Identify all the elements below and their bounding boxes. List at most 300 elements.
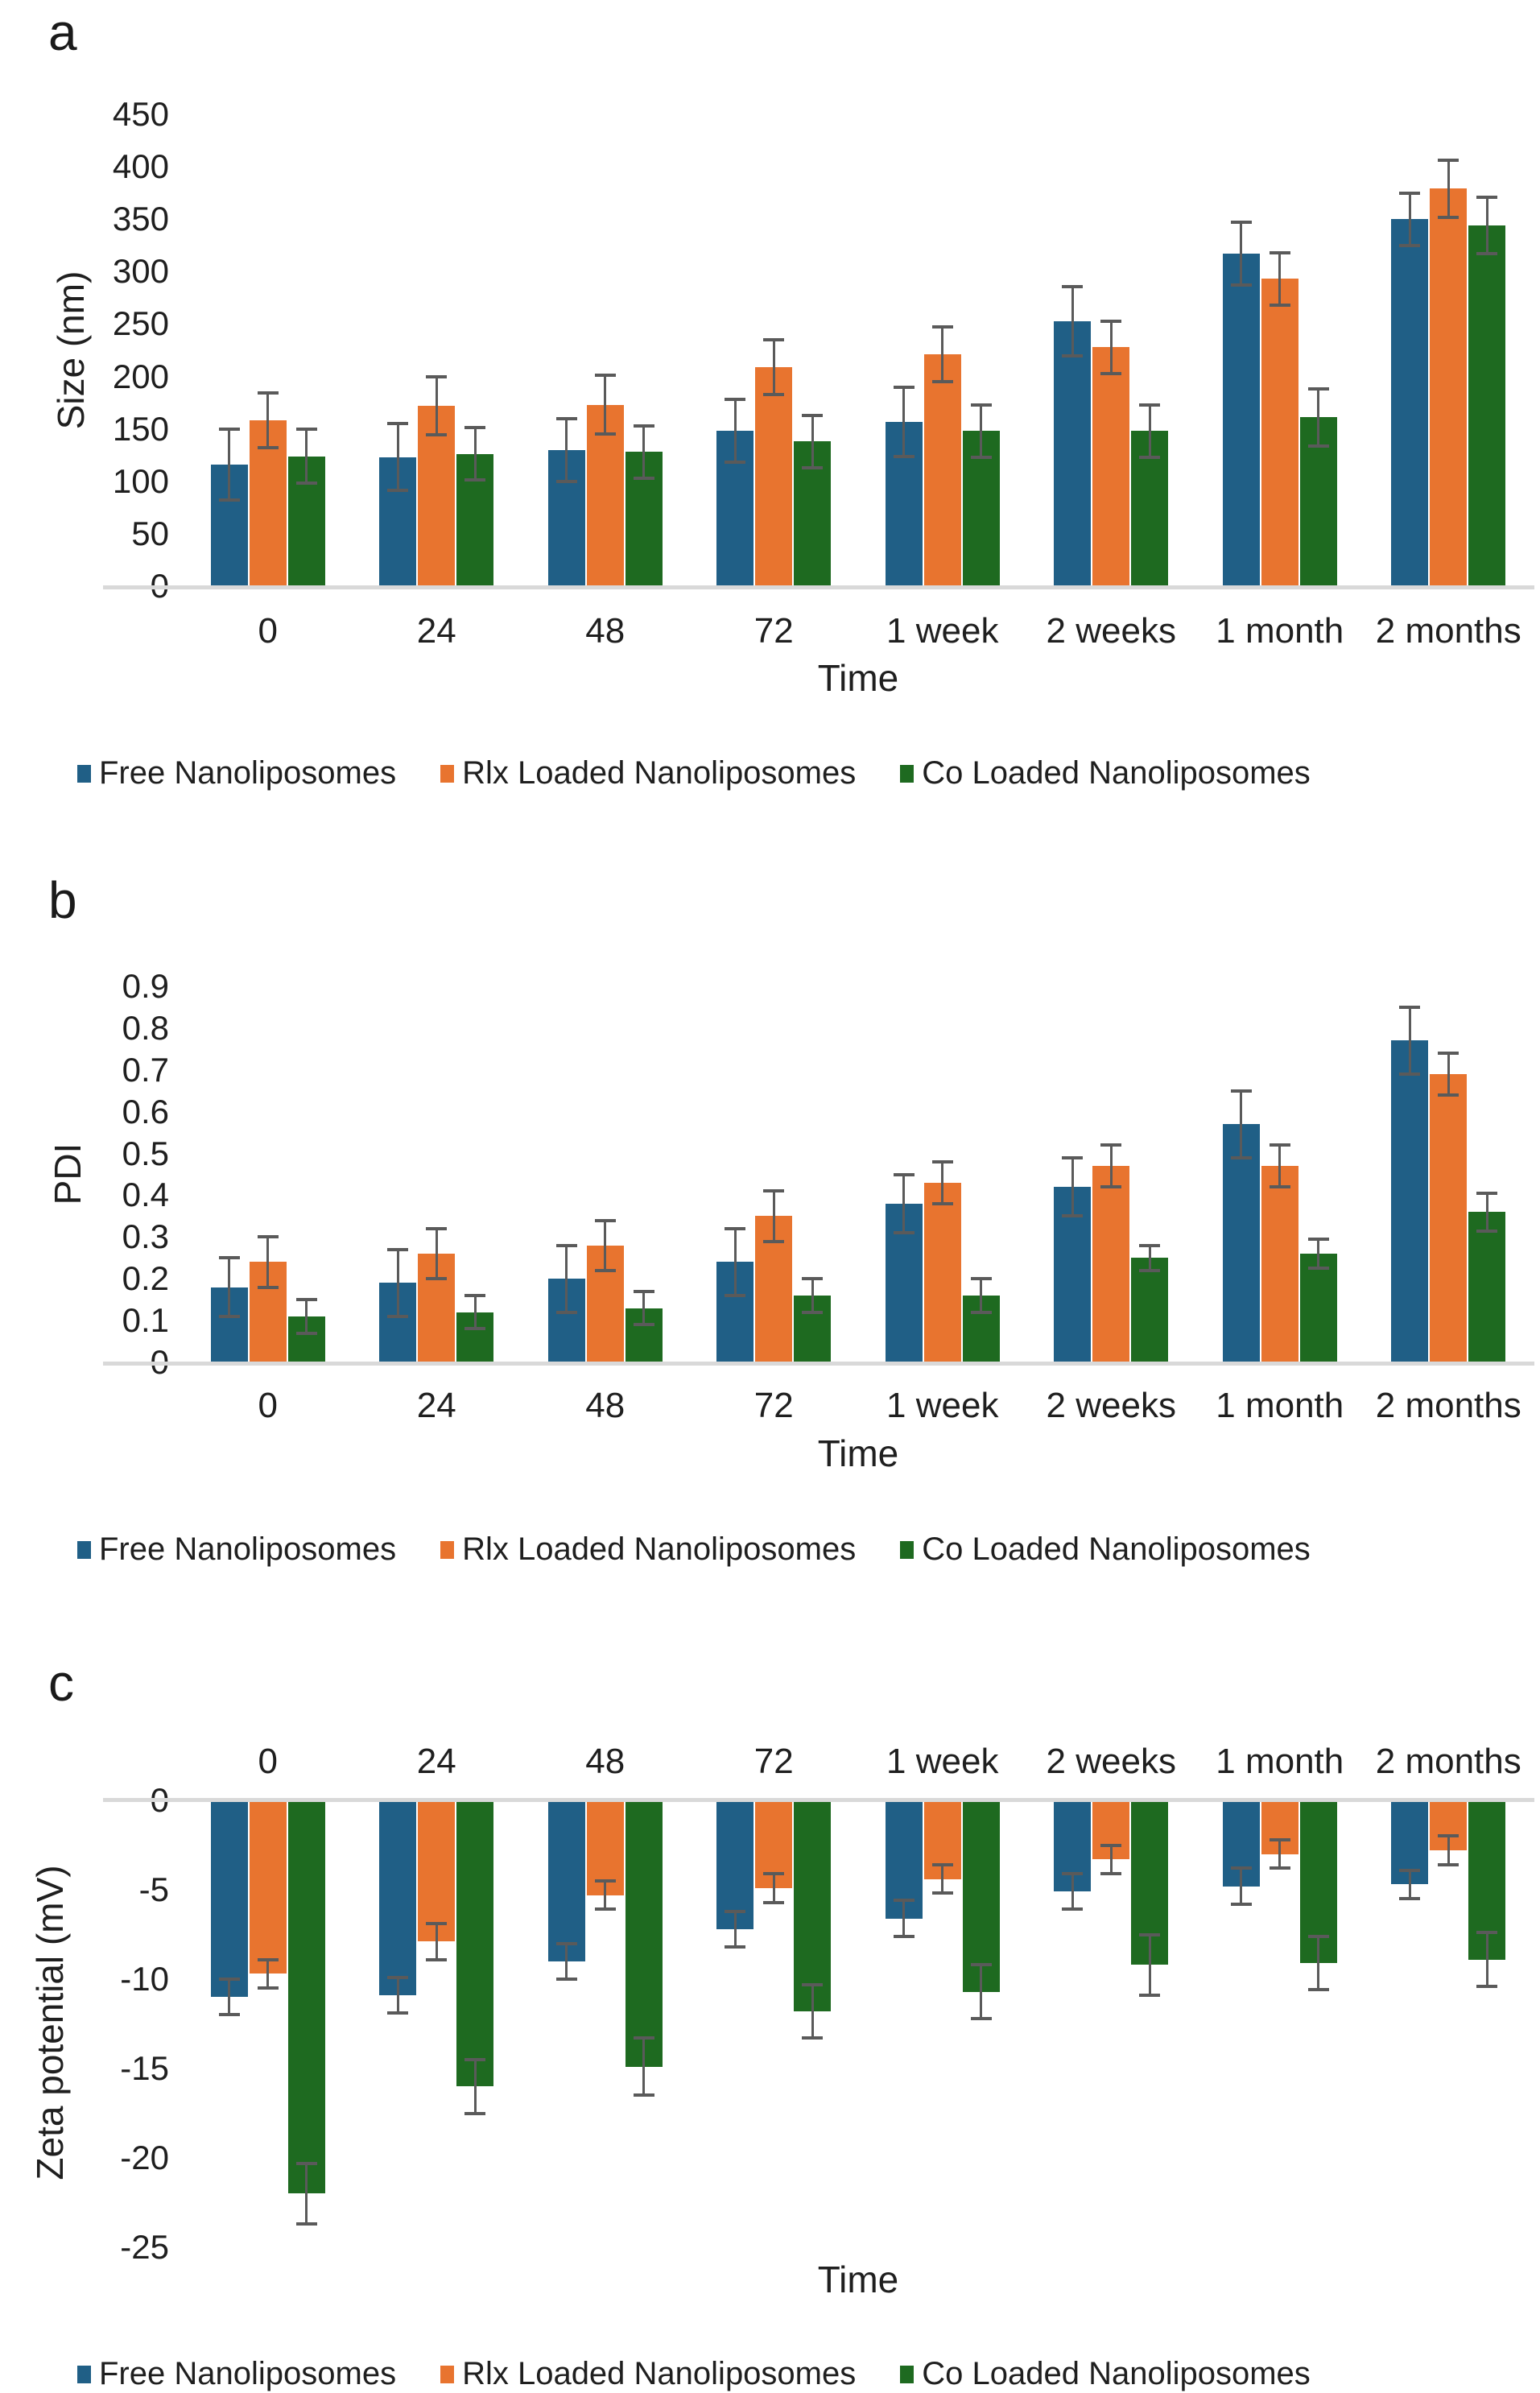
error-bar-cap xyxy=(296,481,317,485)
error-bar-cap xyxy=(219,1256,240,1259)
error-bar xyxy=(1486,1932,1488,1986)
error-bar-cap xyxy=(932,1202,953,1205)
error-bar-cap xyxy=(634,1323,654,1326)
y-tick-label: 450 xyxy=(112,95,169,133)
error-bar xyxy=(642,1292,645,1325)
error-bar xyxy=(397,424,399,490)
error-bar xyxy=(604,1881,606,1910)
error-bar-cap xyxy=(1231,221,1252,224)
error-bar-cap xyxy=(1062,1214,1083,1217)
error-bar xyxy=(980,1965,982,2019)
error-bar xyxy=(266,1960,269,1989)
error-bar-cap xyxy=(1438,1834,1459,1837)
error-bar-cap xyxy=(1100,320,1121,323)
bar xyxy=(794,1800,831,2011)
error-bar-cap xyxy=(1100,1143,1121,1147)
error-bar xyxy=(941,1162,943,1204)
error-bar-cap xyxy=(1308,444,1329,448)
error-bar-cap xyxy=(426,1922,447,1925)
y-tick-label: 0.9 xyxy=(122,967,169,1005)
x-tick-label: 2 months xyxy=(1375,611,1521,651)
error-bar-cap xyxy=(1062,354,1083,358)
x-tick-label: 72 xyxy=(753,1742,794,1781)
error-bar xyxy=(565,1944,568,1979)
error-bar-cap xyxy=(595,374,616,377)
error-bar-cap xyxy=(725,1294,745,1297)
error-bar-cap xyxy=(1139,1244,1160,1247)
error-bar-cap xyxy=(1270,1143,1290,1147)
bar xyxy=(1261,279,1298,586)
y-tick-label: 0.2 xyxy=(122,1259,169,1298)
error-bar-cap xyxy=(763,1189,784,1192)
error-bar-cap xyxy=(763,1901,784,1904)
y-tick-label: 0.7 xyxy=(122,1050,169,1089)
error-bar-cap xyxy=(595,1219,616,1222)
error-bar xyxy=(1071,1158,1074,1217)
error-bar xyxy=(1447,1053,1450,1095)
bar xyxy=(250,1800,287,1974)
error-bar-cap xyxy=(971,2017,992,2020)
error-bar-cap xyxy=(258,1958,279,1961)
x-axis-line xyxy=(103,585,1534,589)
error-bar-cap xyxy=(971,1311,992,1314)
error-bar-cap xyxy=(219,1315,240,1318)
error-bar-cap xyxy=(426,1277,447,1280)
x-tick-label: 72 xyxy=(753,1386,794,1425)
error-bar-cap xyxy=(763,1240,784,1243)
error-bar-cap xyxy=(387,1248,408,1251)
error-bar-cap xyxy=(802,414,823,417)
error-bar xyxy=(1317,1239,1319,1268)
error-bar-cap xyxy=(464,1327,485,1330)
error-bar-cap xyxy=(387,1315,408,1318)
error-bar-cap xyxy=(595,1879,616,1883)
error-bar-cap xyxy=(1062,1872,1083,1875)
error-bar-cap xyxy=(1438,216,1459,219)
error-bar xyxy=(1071,287,1074,356)
x-tick-label: 1 week xyxy=(886,611,999,651)
error-bar xyxy=(1409,193,1411,246)
error-bar-cap xyxy=(971,403,992,407)
y-tick-label: 0.3 xyxy=(122,1217,169,1256)
error-bar xyxy=(811,1985,814,2039)
legend-label: Free Nanoliposomes xyxy=(99,1531,397,1567)
bar xyxy=(1468,1212,1505,1362)
error-bar xyxy=(604,1221,606,1271)
error-bar xyxy=(980,1279,982,1312)
error-bar-cap xyxy=(387,489,408,492)
bar xyxy=(1223,254,1260,586)
error-bar-cap xyxy=(1062,285,1083,288)
error-bar-cap xyxy=(1308,387,1329,391)
error-bar xyxy=(902,1900,905,1936)
error-bar-cap xyxy=(296,428,317,431)
error-bar-cap xyxy=(1270,251,1290,254)
error-bar-cap xyxy=(763,393,784,396)
error-bar-cap xyxy=(725,1910,745,1913)
error-bar-cap xyxy=(1231,1903,1252,1906)
legend-swatch xyxy=(77,765,91,783)
error-bar-cap xyxy=(387,2011,408,2015)
error-bar xyxy=(565,1246,568,1312)
error-bar-cap xyxy=(296,1298,317,1301)
error-bar xyxy=(1110,1845,1113,1874)
bar xyxy=(1468,225,1505,586)
bar xyxy=(1391,219,1428,586)
legend-swatch xyxy=(900,1541,914,1559)
panel-b-letter: b xyxy=(48,871,77,929)
legend-label: Rlx Loaded Nanoliposomes xyxy=(462,2356,857,2391)
error-bar-cap xyxy=(464,478,485,481)
error-bar-cap xyxy=(894,1899,915,1902)
error-bar-cap xyxy=(1308,1988,1329,1991)
bar xyxy=(1391,1040,1428,1362)
error-bar-cap xyxy=(725,1945,745,1949)
x-tick-label: 1 month xyxy=(1216,611,1344,651)
error-bar xyxy=(604,375,606,434)
error-bar-cap xyxy=(1308,1935,1329,1938)
error-bar-cap xyxy=(258,1986,279,1990)
legend-b xyxy=(77,1531,1311,1568)
error-bar-cap xyxy=(464,1294,485,1297)
error-bar-cap xyxy=(802,1983,823,1986)
legend-label: Co Loaded Nanoliposomes xyxy=(922,755,1311,791)
error-bar-cap xyxy=(1438,1863,1459,1866)
error-bar xyxy=(1317,1936,1319,1990)
bar xyxy=(288,1800,325,2193)
error-bar-cap xyxy=(763,1872,784,1875)
error-bar-cap xyxy=(894,1231,915,1234)
error-bar xyxy=(1486,1193,1488,1231)
error-bar-cap xyxy=(219,2013,240,2016)
error-bar xyxy=(1149,405,1151,457)
error-bar-cap xyxy=(1231,1866,1252,1870)
error-bar-cap xyxy=(725,461,745,464)
error-bar xyxy=(436,1924,438,1959)
error-bar-cap xyxy=(1476,1985,1497,1988)
error-bar xyxy=(305,429,308,484)
error-bar-cap xyxy=(1438,1052,1459,1055)
error-bar xyxy=(1447,1836,1450,1865)
error-bar xyxy=(1278,253,1281,305)
size-axis-title: Size (nm) xyxy=(50,271,92,430)
panel-a-letter: a xyxy=(48,3,77,61)
error-bar-cap xyxy=(1100,1872,1121,1875)
error-bar-cap xyxy=(1438,1093,1459,1097)
error-bar-cap xyxy=(296,1332,317,1335)
error-bar xyxy=(397,1978,399,2013)
error-bar xyxy=(474,2060,477,2114)
error-bar-cap xyxy=(1399,1869,1420,1872)
legend-a xyxy=(77,755,1311,791)
error-bar xyxy=(734,1229,737,1296)
y-tick-label: 200 xyxy=(112,357,169,395)
error-bar-cap xyxy=(296,2222,317,2226)
legend-label: Co Loaded Nanoliposomes xyxy=(922,1531,1311,1567)
y-tick-label: 0.1 xyxy=(122,1301,169,1340)
bar xyxy=(755,367,792,586)
error-bar-cap xyxy=(464,2058,485,2061)
error-bar-cap xyxy=(556,1942,577,1945)
error-bar-cap xyxy=(464,2112,485,2115)
error-bar xyxy=(902,387,905,457)
x-tick-label: 72 xyxy=(753,611,794,651)
error-bar-cap xyxy=(1308,1267,1329,1270)
error-bar-cap xyxy=(932,1891,953,1895)
error-bar-cap xyxy=(1139,403,1160,407)
legend-swatch xyxy=(77,1541,91,1559)
y-tick-label: 150 xyxy=(112,409,169,448)
error-bar-cap xyxy=(932,325,953,329)
y-tick-label: 350 xyxy=(112,200,169,238)
error-bar-cap xyxy=(595,1269,616,1272)
error-bar-cap xyxy=(1270,304,1290,307)
error-bar-cap xyxy=(1270,1185,1290,1188)
error-bar xyxy=(565,419,568,481)
error-bar xyxy=(811,1279,814,1312)
error-bar xyxy=(773,1874,775,1903)
error-bar-cap xyxy=(1231,1089,1252,1093)
error-bar xyxy=(1278,1840,1281,1869)
bar xyxy=(1430,1074,1467,1362)
x-tick-label: 2 weeks xyxy=(1046,611,1176,651)
legend-swatch xyxy=(77,2366,91,2383)
error-bar-cap xyxy=(219,428,240,431)
bar xyxy=(1261,1166,1298,1362)
bar xyxy=(1300,1254,1337,1362)
legend-item xyxy=(440,2356,856,2392)
bar xyxy=(548,1800,585,1961)
x-tick-label: 24 xyxy=(416,1742,456,1781)
error-bar-cap xyxy=(556,1311,577,1314)
x-tick-label: 48 xyxy=(585,1742,625,1781)
x-tick-label: 2 weeks xyxy=(1046,1742,1176,1781)
error-bar xyxy=(228,1258,230,1316)
error-bar-cap xyxy=(802,466,823,469)
error-bar-cap xyxy=(296,2162,317,2165)
bar xyxy=(625,1800,663,2067)
error-bar-cap xyxy=(595,432,616,436)
error-bar-cap xyxy=(634,424,654,428)
legend-item xyxy=(900,2356,1311,2392)
error-bar xyxy=(902,1175,905,1234)
x-tick-label: 48 xyxy=(585,611,625,651)
error-bar-cap xyxy=(932,1160,953,1163)
y-tick-label: -10 xyxy=(120,1960,169,1998)
error-bar-cap xyxy=(634,2093,654,2097)
error-bar xyxy=(1278,1145,1281,1187)
error-bar-cap xyxy=(1438,159,1459,162)
error-bar xyxy=(1110,1145,1113,1187)
time-axis-title-b: Time xyxy=(817,1432,899,1474)
error-bar xyxy=(1149,1935,1151,1995)
error-bar-cap xyxy=(556,417,577,420)
error-bar xyxy=(228,429,230,501)
bar xyxy=(1054,321,1091,586)
y-tick-label: 250 xyxy=(112,304,169,343)
bar xyxy=(418,1800,455,1941)
x-tick-label: 24 xyxy=(416,611,456,651)
error-bar-cap xyxy=(595,1907,616,1911)
error-bar-cap xyxy=(634,1290,654,1293)
error-bar-cap xyxy=(763,338,784,341)
error-bar xyxy=(1409,1007,1411,1074)
error-bar-cap xyxy=(1062,1156,1083,1159)
x-tick-label: 1 month xyxy=(1216,1742,1344,1781)
error-bar-cap xyxy=(556,1244,577,1247)
panel-c-letter: c xyxy=(48,1654,74,1712)
error-bar-cap xyxy=(971,1963,992,1966)
y-tick-label: 0.6 xyxy=(122,1092,169,1130)
x-axis-line xyxy=(103,1798,1534,1802)
legend-item xyxy=(900,755,1311,791)
error-bar-cap xyxy=(1308,1238,1329,1241)
x-tick-label: 0 xyxy=(258,1742,278,1781)
legend-label: Free Nanoliposomes xyxy=(99,755,397,791)
x-axis-line xyxy=(103,1362,1534,1366)
error-bar-cap xyxy=(802,2036,823,2040)
bar xyxy=(379,1800,416,1995)
error-bar-cap xyxy=(725,398,745,401)
error-bar xyxy=(773,340,775,395)
error-bar xyxy=(642,426,645,478)
error-bar-cap xyxy=(894,1173,915,1176)
bar xyxy=(1430,188,1467,586)
error-bar xyxy=(266,1237,269,1287)
error-bar-cap xyxy=(1399,1006,1420,1009)
error-bar-cap xyxy=(1399,244,1420,247)
error-bar-cap xyxy=(1476,1192,1497,1195)
error-bar xyxy=(980,405,982,457)
error-bar-cap xyxy=(556,480,577,483)
bar xyxy=(1092,347,1129,586)
y-tick-label: -25 xyxy=(120,2228,169,2266)
error-bar xyxy=(1447,160,1450,217)
error-bar xyxy=(642,2038,645,2095)
legend-item xyxy=(440,755,856,791)
error-bar xyxy=(1240,1091,1242,1158)
error-bar xyxy=(941,327,943,382)
error-bar-cap xyxy=(1270,1866,1290,1870)
legend-c xyxy=(77,2356,1311,2392)
error-bar xyxy=(266,393,269,448)
legend-swatch xyxy=(440,2366,454,2383)
y-tick-label: 300 xyxy=(112,252,169,291)
y-tick-label: 0.8 xyxy=(122,1008,169,1047)
time-axis-title-a: Time xyxy=(817,657,899,699)
legend-label: Free Nanoliposomes xyxy=(99,2356,397,2391)
error-bar xyxy=(474,428,477,480)
error-bar-cap xyxy=(387,422,408,425)
error-bar xyxy=(1240,222,1242,285)
error-bar-cap xyxy=(1399,192,1420,195)
y-tick-label: -20 xyxy=(120,2139,169,2176)
error-bar xyxy=(1486,197,1488,254)
error-bar xyxy=(734,1912,737,1947)
x-tick-label: 24 xyxy=(416,1386,456,1425)
error-bar-cap xyxy=(894,386,915,389)
error-bar-cap xyxy=(219,498,240,502)
bar xyxy=(924,354,961,586)
legend-item xyxy=(77,1531,396,1568)
error-bar xyxy=(1317,389,1319,445)
y-tick-label: 0.5 xyxy=(122,1134,169,1172)
y-tick-label: -15 xyxy=(120,2049,169,2087)
error-bar-cap xyxy=(932,380,953,383)
error-bar-cap xyxy=(894,1935,915,1938)
error-bar xyxy=(1149,1246,1151,1271)
error-bar xyxy=(773,1191,775,1241)
x-tick-label: 1 week xyxy=(886,1386,999,1425)
bar xyxy=(924,1183,961,1362)
error-bar-cap xyxy=(556,1978,577,1981)
x-tick-label: 2 months xyxy=(1375,1386,1521,1425)
error-bar-cap xyxy=(258,1235,279,1238)
x-tick-label: 48 xyxy=(585,1386,625,1425)
error-bar xyxy=(941,1865,943,1894)
legend-label: Co Loaded Nanoliposomes xyxy=(922,2356,1311,2391)
error-bar xyxy=(305,1300,308,1333)
error-bar-cap xyxy=(971,1277,992,1280)
y-tick-label: -5 xyxy=(138,1870,169,1908)
legend-swatch xyxy=(900,2366,914,2383)
bar xyxy=(456,1800,493,2086)
error-bar-cap xyxy=(971,456,992,459)
error-bar-cap xyxy=(894,455,915,458)
bar xyxy=(1092,1166,1129,1362)
error-bar-cap xyxy=(1100,372,1121,375)
y-tick-label: 50 xyxy=(131,514,169,552)
legend-swatch xyxy=(440,1541,454,1559)
legend-item xyxy=(77,2356,396,2392)
error-bar-cap xyxy=(258,391,279,395)
legend-item xyxy=(77,755,396,791)
error-bar-cap xyxy=(634,477,654,480)
x-tick-label: 1 month xyxy=(1216,1386,1344,1425)
error-bar xyxy=(397,1250,399,1316)
error-bar xyxy=(1110,321,1113,374)
x-tick-label: 1 week xyxy=(886,1742,999,1781)
error-bar xyxy=(734,399,737,462)
error-bar xyxy=(474,1296,477,1329)
x-tick-label: 0 xyxy=(258,611,278,651)
x-tick-label: 2 weeks xyxy=(1046,1386,1176,1425)
x-tick-label: 0 xyxy=(258,1386,278,1425)
zeta-axis-title: Zeta potential (mV) xyxy=(29,1865,71,2180)
error-bar-cap xyxy=(426,375,447,378)
error-bar-cap xyxy=(1231,1156,1252,1159)
error-bar-cap xyxy=(426,1227,447,1230)
y-tick-label: 400 xyxy=(112,147,169,186)
bar xyxy=(211,1800,248,1997)
error-bar-cap xyxy=(634,2036,654,2040)
error-bar-cap xyxy=(1476,252,1497,255)
error-bar xyxy=(811,415,814,468)
y-tick-label: 0.4 xyxy=(122,1176,169,1214)
error-bar-cap xyxy=(426,433,447,436)
error-bar xyxy=(436,377,438,436)
error-bar-cap xyxy=(219,1978,240,1981)
error-bar-cap xyxy=(426,1958,447,1961)
error-bar-cap xyxy=(1139,1269,1160,1272)
error-bar-cap xyxy=(1476,1931,1497,1934)
legend-label: Rlx Loaded Nanoliposomes xyxy=(462,755,857,791)
error-bar-cap xyxy=(258,446,279,449)
time-axis-title-c: Time xyxy=(817,2259,899,2300)
legend-swatch xyxy=(440,765,454,783)
error-bar-cap xyxy=(464,426,485,429)
x-tick-label: 2 months xyxy=(1375,1742,1521,1781)
